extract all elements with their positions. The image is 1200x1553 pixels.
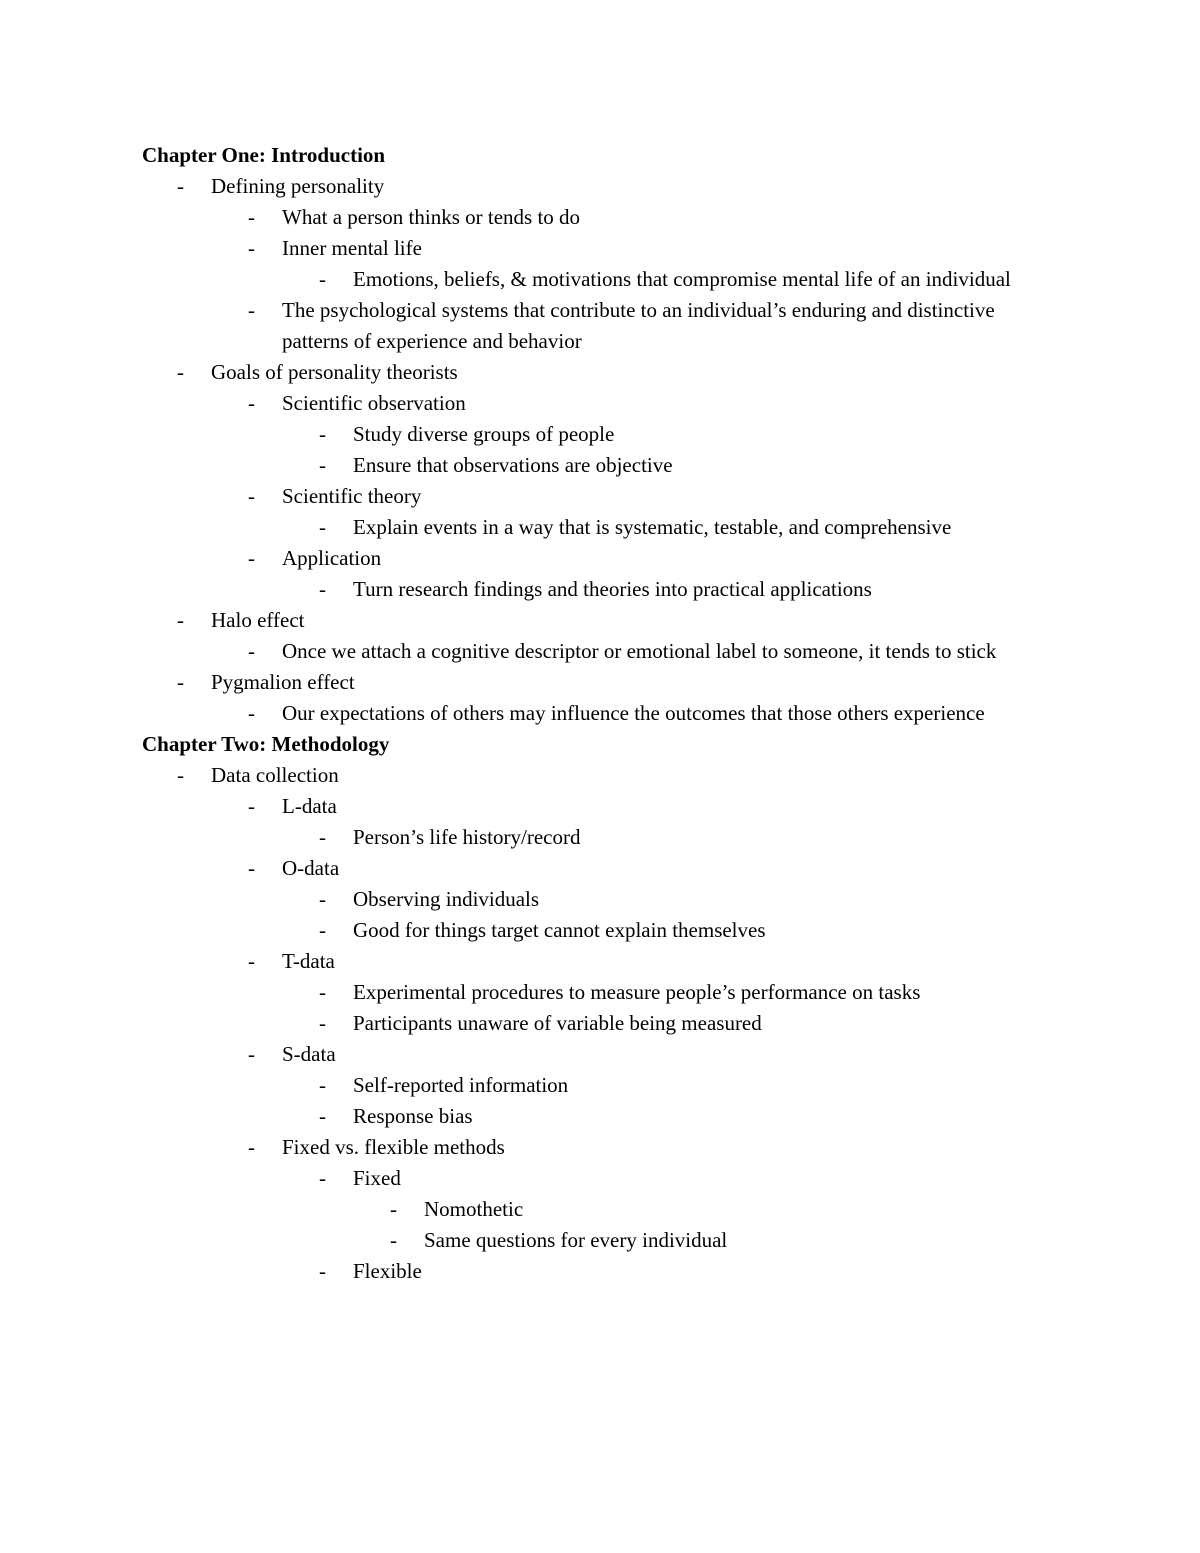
list-item-text: S-data (282, 1042, 336, 1066)
list-item-text: Scientific theory (282, 484, 422, 508)
list-item-text: Data collection (211, 763, 339, 787)
dash-bullet-icon: - (248, 236, 255, 260)
dash-bullet-icon: - (319, 453, 326, 477)
list-item-text: Defining personality (211, 174, 385, 198)
dash-bullet-icon: - (248, 701, 255, 725)
list-item (142, 1256, 1062, 1287)
list-item-text: Application (282, 546, 382, 570)
list-item-text: Study diverse groups of people (353, 422, 615, 446)
list-item (142, 481, 1062, 512)
dash-bullet-icon: - (248, 856, 255, 880)
list-item (142, 450, 1062, 481)
document-body (142, 140, 1062, 1287)
dash-bullet-icon: - (177, 763, 184, 787)
list-item (142, 605, 1062, 636)
list-item-text: Flexible (353, 1259, 422, 1283)
list-item (142, 636, 1062, 667)
list-item (142, 1070, 1062, 1101)
list-item (142, 822, 1062, 853)
chapter-section (142, 140, 1062, 729)
list-item-text: What a person thinks or tends to do (282, 205, 581, 229)
list-item (142, 574, 1062, 605)
dash-bullet-icon: - (248, 639, 255, 663)
dash-bullet-icon: - (319, 825, 326, 849)
dash-bullet-icon: - (390, 1228, 397, 1252)
dash-bullet-icon: - (248, 298, 255, 322)
list-item (142, 357, 1062, 388)
list-item (142, 1194, 1062, 1225)
list-item-text: Fixed (353, 1166, 401, 1190)
list-item-text: L-data (282, 794, 337, 818)
list-item (142, 977, 1062, 1008)
list-item (142, 543, 1062, 574)
dash-bullet-icon: - (319, 918, 326, 942)
list-item-text: Goals of personality theorists (211, 360, 458, 384)
list-item-text: Scientific observation (282, 391, 466, 415)
list-item-text: Once we attach a cognitive descriptor or emotional label to someone, it tends to stick (282, 639, 997, 663)
list-item (142, 1163, 1062, 1194)
list-item-text: T-data (282, 949, 335, 973)
list-item (142, 419, 1062, 450)
list-item (142, 295, 1062, 357)
dash-bullet-icon: - (319, 267, 326, 291)
list-item-text: Good for things target cannot explain themselves (353, 918, 766, 942)
list-item (142, 791, 1062, 822)
list-item-text: Halo effect (211, 608, 305, 632)
list-item-text: Nomothetic (424, 1197, 524, 1221)
list-item (142, 512, 1062, 543)
list-item-text: O-data (282, 856, 340, 880)
chapter-section (142, 729, 1062, 1287)
dash-bullet-icon: - (248, 391, 255, 415)
dash-bullet-icon: - (177, 360, 184, 384)
list-item-text: Observing individuals (353, 887, 540, 911)
list-item (142, 946, 1062, 977)
dash-bullet-icon: - (319, 577, 326, 601)
dash-bullet-icon: - (248, 546, 255, 570)
dash-bullet-icon: - (319, 1104, 326, 1128)
dash-bullet-icon: - (319, 422, 326, 446)
list-item (142, 1101, 1062, 1132)
dash-bullet-icon: - (248, 794, 255, 818)
dash-bullet-icon: - (248, 1135, 255, 1159)
list-item-text: Response bias (353, 1104, 473, 1128)
dash-bullet-icon: - (319, 1011, 326, 1035)
list-item (142, 388, 1062, 419)
list-item-text: Inner mental life (282, 236, 422, 260)
list-item (142, 884, 1062, 915)
dash-bullet-icon: - (177, 608, 184, 632)
dash-bullet-icon: - (248, 484, 255, 508)
list-item-text: Emotions, beliefs, & motivations that compromise mental life of an individual (353, 267, 1011, 291)
list-item-text: Pygmalion effect (211, 670, 355, 694)
dash-bullet-icon: - (177, 174, 184, 198)
list-item (142, 1008, 1062, 1039)
dash-bullet-icon: - (319, 887, 326, 911)
list-item (142, 1225, 1062, 1256)
list-item-text: Explain events in a way that is systematic, testable, and comprehensive (353, 515, 952, 539)
list-item (142, 760, 1062, 791)
dash-bullet-icon: - (319, 1259, 326, 1283)
list-item-text: Ensure that observations are objective (353, 453, 673, 477)
dash-bullet-icon: - (319, 980, 326, 1004)
list-item-text: Turn research findings and theories into practical applications (353, 577, 872, 601)
list-item (142, 698, 1062, 729)
list-item-text: Self-reported information (353, 1073, 569, 1097)
list-item-text: Same questions for every individual (424, 1228, 728, 1252)
list-item (142, 202, 1062, 233)
dash-bullet-icon: - (319, 1073, 326, 1097)
chapter-heading: Chapter One: Introduction (142, 143, 386, 167)
list-item (142, 1039, 1062, 1070)
list-item (142, 264, 1062, 295)
list-item-text: The psychological systems that contribute to an individual’s enduring and distinctive patterns of experience and behavior (282, 298, 995, 353)
dash-bullet-icon: - (319, 1166, 326, 1190)
list-item-text: Fixed vs. flexible methods (282, 1135, 505, 1159)
dash-bullet-icon: - (390, 1197, 397, 1221)
dash-bullet-icon: - (248, 205, 255, 229)
chapter-heading: Chapter Two: Methodology (142, 732, 390, 756)
list-item (142, 233, 1062, 264)
list-item-text: Participants unaware of variable being measured (353, 1011, 762, 1035)
list-item (142, 853, 1062, 884)
dash-bullet-icon: - (177, 670, 184, 694)
list-item-text: Experimental procedures to measure people’s performance on tasks (353, 980, 921, 1004)
list-item (142, 915, 1062, 946)
list-item (142, 667, 1062, 698)
list-item (142, 1132, 1062, 1163)
list-item (142, 171, 1062, 202)
dash-bullet-icon: - (319, 515, 326, 539)
list-item-text: Our expectations of others may influence the outcomes that those others experience (282, 701, 985, 725)
dash-bullet-icon: - (248, 949, 255, 973)
list-item-text: Person’s life history/record (353, 825, 581, 849)
dash-bullet-icon: - (248, 1042, 255, 1066)
